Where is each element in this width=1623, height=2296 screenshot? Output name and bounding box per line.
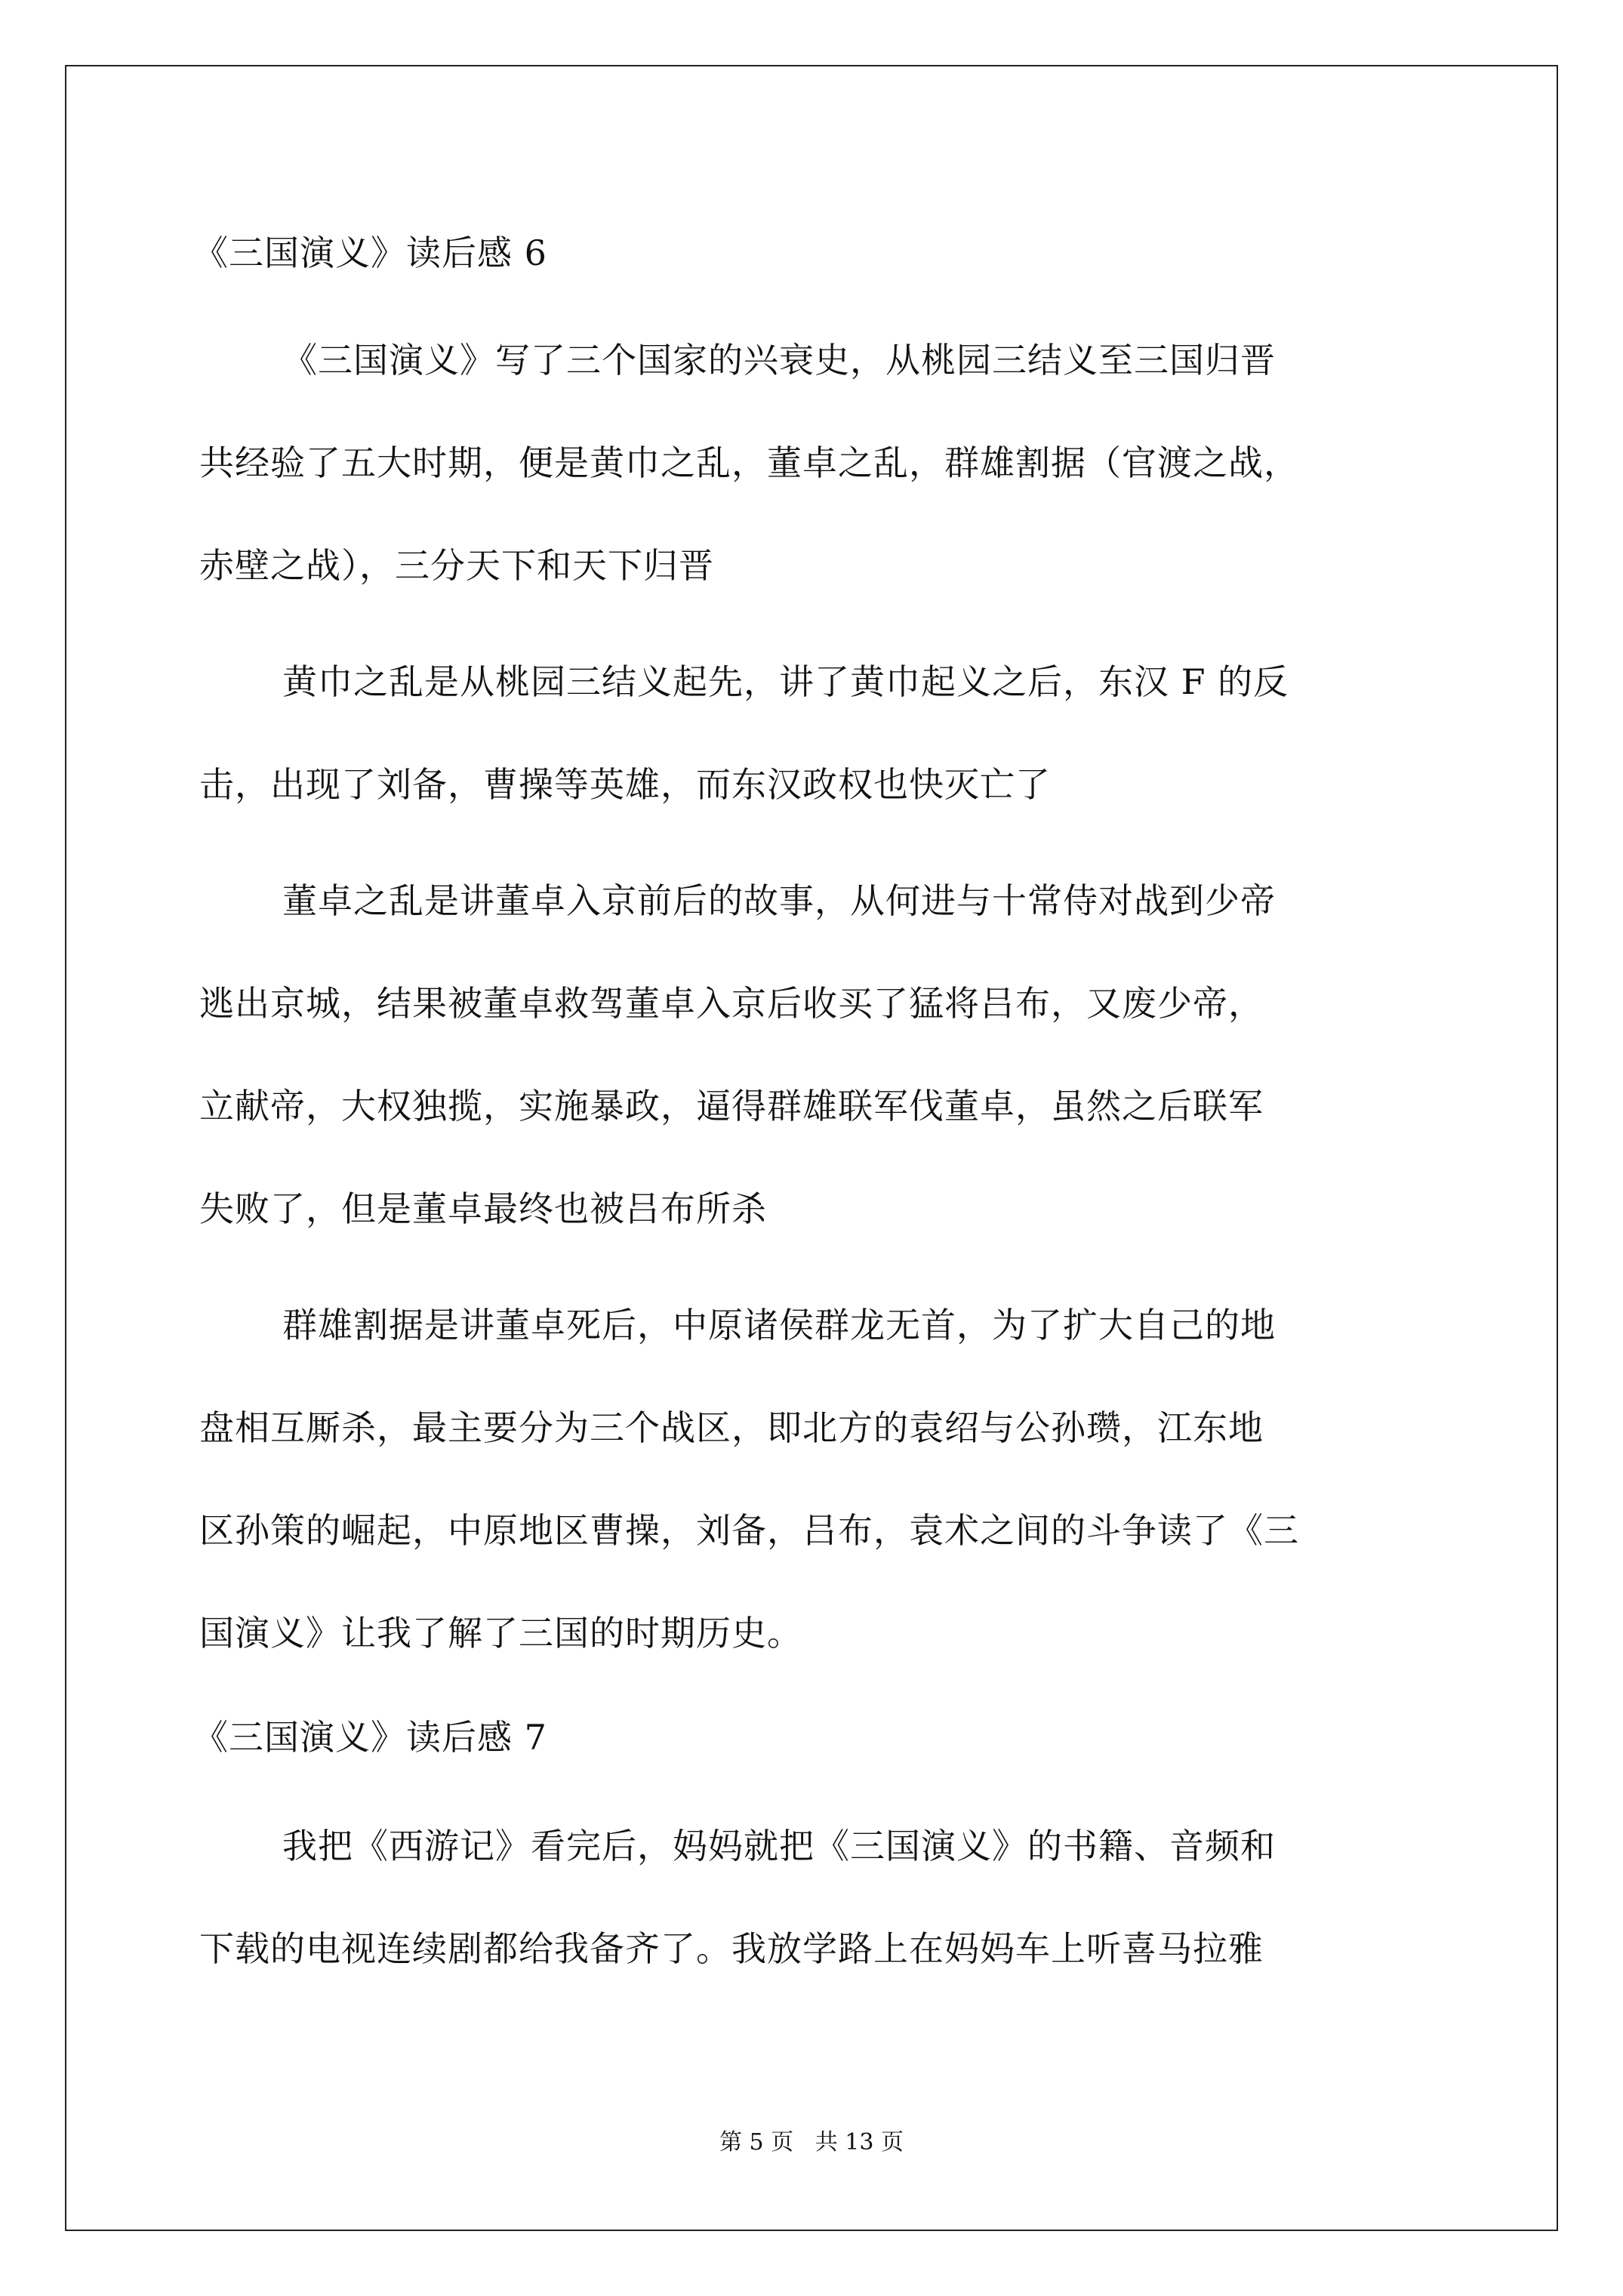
paragraph-line: 失败了，但是董卓最终也被吕布所杀 (199, 1188, 767, 1229)
section-heading: 《三国演义》读后感 7 (193, 1717, 547, 1758)
paragraph-line: 下载的电视连续剧都给我备齐了。我放学路上在妈妈车上听喜马拉雅 (199, 1928, 1264, 1969)
paragraph-line: 共经验了五大时期，便是黄巾之乱，董卓之乱，群雄割据（官渡之战， (199, 442, 1299, 483)
paragraph-line: 群雄割据是讲董卓死后，中原诸侯群龙无首，为了扩大自己的地 (282, 1305, 1276, 1345)
paragraph-line: 立献帝，大权独揽，实施暴政，逼得群雄联军伐董卓，虽然之后联军 (199, 1086, 1264, 1126)
paragraph-line: 董卓之乱是讲董卓入京前后的故事，从何进与十常侍对战到少帝 (282, 880, 1276, 921)
paragraph-line: 赤壁之战），三分天下和天下归晋 (199, 545, 714, 586)
page-border (65, 65, 1558, 2231)
paragraph-line: 击，出现了刘备，曹操等英雄，而东汉政权也快灭亡了 (199, 764, 1051, 805)
paragraph-line: 国演义》让我了解了三国的时期历史。 (199, 1613, 802, 1653)
paragraph-line: 《三国演义》写了三个国家的兴衰史，从桃园三结义至三国归晋 (282, 340, 1276, 381)
paragraph-line: 逃出京城，结果被董卓救驾董卓入京后收买了猛将吕布，又废少帝， (199, 983, 1264, 1024)
paragraph-line: 区孙策的崛起，中原地区曹操，刘备，吕布，袁术之间的斗争读了《三 (199, 1510, 1299, 1551)
paragraph-line: 盘相互厮杀，最主要分为三个战区，即北方的袁绍与公孙瓒，江东地 (199, 1407, 1264, 1448)
page-number-footer: 第 5 页 共 13 页 (719, 2129, 904, 2156)
paragraph-line: 黄巾之乱是从桃园三结义起先，讲了黄巾起义之后，东汉 F 的反 (282, 661, 1289, 702)
paragraph-line: 我把《西游记》看完后，妈妈就把《三国演义》的书籍、音频和 (282, 1826, 1276, 1866)
section-heading: 《三国演义》读后感 6 (193, 233, 547, 273)
